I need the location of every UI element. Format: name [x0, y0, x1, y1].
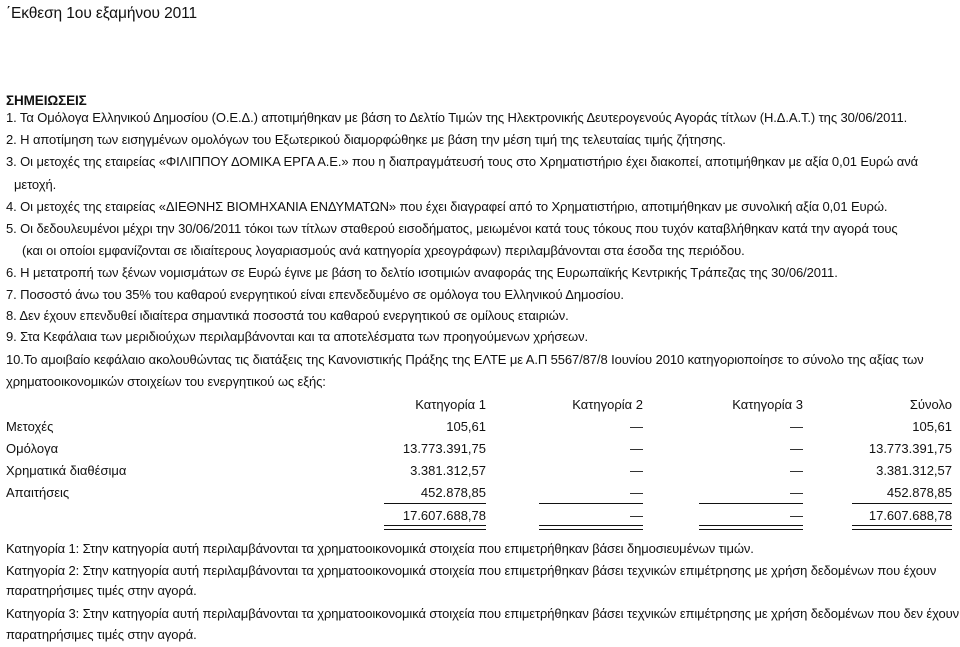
- note-line: 4. Οι μετοχές της εταιρείας «ΔΙΕΘΝΗΣ ΒΙΟΜΗΧΑΝΙΑ ΕΝΔΥΜΑΤΩΝ» που έχει διαγραφεί από το Χρηματιστήριο, αποτιμήθηκαν με συνολική αξία 0,01 Ευρώ.: [6, 199, 888, 214]
- table-cell: 13.773.391,75: [868, 441, 952, 456]
- table-cell: —: [630, 419, 643, 434]
- total-double-rule: [384, 525, 486, 530]
- table-row: [6, 483, 956, 503]
- table-row-label: Απαιτήσεις: [6, 485, 70, 500]
- notes-heading: ΣΗΜΕΙΩΣΕΙΣ: [6, 93, 87, 108]
- table-row: [6, 461, 956, 481]
- table-cell: —: [790, 419, 803, 434]
- note-line: μετοχή.: [14, 177, 57, 192]
- note-line: 7. Ποσοστό άνω του 35% του καθαρού ενεργητικού είναι επενδεδυμένο σε ομόλογα του Ελληνικού Δημοσίου.: [6, 287, 624, 302]
- total-double-rule: [539, 525, 643, 530]
- table-total-cell: 17.607.688,78: [868, 508, 952, 523]
- footnote-line: παρατηρήσιμες τιμές στην αγορά.: [6, 627, 197, 642]
- table-row-label: Μετοχές: [6, 419, 54, 434]
- table-cell: 3.381.312,57: [876, 463, 952, 478]
- table-cell: 13.773.391,75: [402, 441, 486, 456]
- note-line: 8. Δεν έχουν επενδυθεί ιδιαίτερα σημαντικά ποσοστά του καθαρού ενεργητικού σε ομίλους εταιριών.: [6, 308, 569, 323]
- footnote-line: Κατηγορία 2: Στην κατηγορία αυτή περιλαμβάνονται τα χρηματοοικονομικά στοιχεία που επιμετρήθηκαν βάσει τεχνικών επιμέτρησης με χρήση δεδομένων που έχουν: [6, 563, 937, 578]
- note-line: 9. Στα Κεφάλαια των μεριδιούχων περιλαμβάνονται και τα αποτελέσματα των προηγούμενων χρήσεων.: [6, 329, 588, 344]
- table-cell: 105,61: [446, 419, 486, 434]
- subtotal-rule: [699, 503, 803, 504]
- table-total-cell: —: [790, 508, 803, 523]
- note-line: 5. Οι δεδουλευμένοι μέχρι την 30/06/2011 τόκοι των τίτλων σταθερού εισοδήματος, μειωμένοι κατά τους τόκους που τυχόν καταβλήθηκαν κατά την αγορά τους: [6, 221, 898, 236]
- table-cell: —: [790, 463, 803, 478]
- table-cell: 452.878,85: [886, 485, 952, 500]
- table-row: [6, 439, 956, 459]
- table-cell: 3.381.312,57: [410, 463, 486, 478]
- note-line: 10.Το αμοιβαίο κεφάλαιο ακολουθώντας τις διατάξεις της Κανονιστικής Πράξης της ΕΛΤΕ με Α.Π 5567/87/8 Ιουνίου 2010 κατηγοριοποίησε το σύνολο της αξίας των: [6, 352, 924, 367]
- note-line: 2. Η αποτίμηση των εισηγμένων ομολόγων του Εξωτερικού διαμορφώθηκε με βάση την μέση τιμή της τελευταίας τιμής ζήτησης.: [6, 132, 726, 147]
- note-line: 1. Τα Ομόλογα Ελληνικού Δημοσίου (Ο.Ε.Δ.) αποτιμήθηκαν με βάση το Δελτίο Τιμών της Ηλεκτρονικής Δευτερογενούς Αγοράς τίτλων (Η.Δ.Α.Τ.) της 30/06/2011.: [6, 110, 908, 125]
- table-cell: 105,61: [912, 419, 952, 434]
- table-header-cell: Κατηγορία 3: [732, 397, 803, 412]
- table-total-cell: 17.607.688,78: [402, 508, 486, 523]
- table-cell: —: [630, 441, 643, 456]
- table-cell: —: [630, 463, 643, 478]
- table-row-label: Χρηματικά διαθέσιμα: [6, 463, 127, 478]
- note-line: (και οι οποίοι εμφανίζονται σε ιδιαίτερους λογαριασμούς ανά κατηγορία χρεογράφων) περιλαμβάνονται στα έσοδα της περιόδου.: [22, 243, 745, 258]
- subtotal-rule: [852, 503, 952, 504]
- total-double-rule: [852, 525, 952, 530]
- table-total-cell: —: [630, 508, 643, 523]
- subtotal-rule: [539, 503, 643, 504]
- table-row-label: Ομόλογα: [6, 441, 59, 456]
- footnote-line: παρατηρήσιμες τιμές στην αγορά.: [6, 583, 197, 598]
- table-header-cell: Σύνολο: [909, 397, 952, 412]
- table-cell: 452.878,85: [420, 485, 486, 500]
- table-header-cell: Κατηγορία 2: [572, 397, 643, 412]
- table-header-cell: Κατηγορία 1: [415, 397, 486, 412]
- table-cell: —: [790, 485, 803, 500]
- note-line: 6. Η μετατροπή των ξένων νομισμάτων σε Ευρώ έγινε με βάση το δελτίο ισοτιμιών αναφοράς της Ευρωπαϊκής Κεντρικής Τράπεζας της 30/06/2011.: [6, 265, 838, 280]
- subtotal-rule: [384, 503, 486, 504]
- footnote-line: Κατηγορία 3: Στην κατηγορία αυτή περιλαμβάνονται τα χρηματοοικονομικά στοιχεία που επιμετρήθηκαν βάσει τεχνικών επιμέτρησης με χρήση δεδομένων που δεν έχουν: [6, 606, 959, 621]
- table-cell: —: [630, 485, 643, 500]
- page-title: ΄Εκθεση 1ου εξαμήνου 2011: [6, 5, 198, 22]
- table-row: [6, 417, 956, 437]
- table-header-row: [6, 395, 956, 415]
- note-line: 3. Οι μετοχές της εταιρείας «ΦΙΛΙΠΠΟΥ ΔΟΜΙΚΑ ΕΡΓΑ Α.Ε.» που η διαπραγμάτευσή τους στο Χρηματιστήριο έχει διακοπεί, αποτιμήθηκαν με αξία 0,01 Ευρώ ανά: [6, 154, 919, 169]
- table-cell: —: [790, 441, 803, 456]
- table-total-row: [6, 506, 956, 526]
- footnote-line: Κατηγορία 1: Στην κατηγορία αυτή περιλαμβάνονται τα χρηματοοικονομικά στοιχεία που επιμετρήθηκαν βάσει δημοσιευμένων τιμών.: [6, 541, 754, 556]
- total-double-rule: [699, 525, 803, 530]
- note-line: χρηματοοικονομικών στοιχείων του ενεργητικού ως εξής:: [6, 374, 326, 389]
